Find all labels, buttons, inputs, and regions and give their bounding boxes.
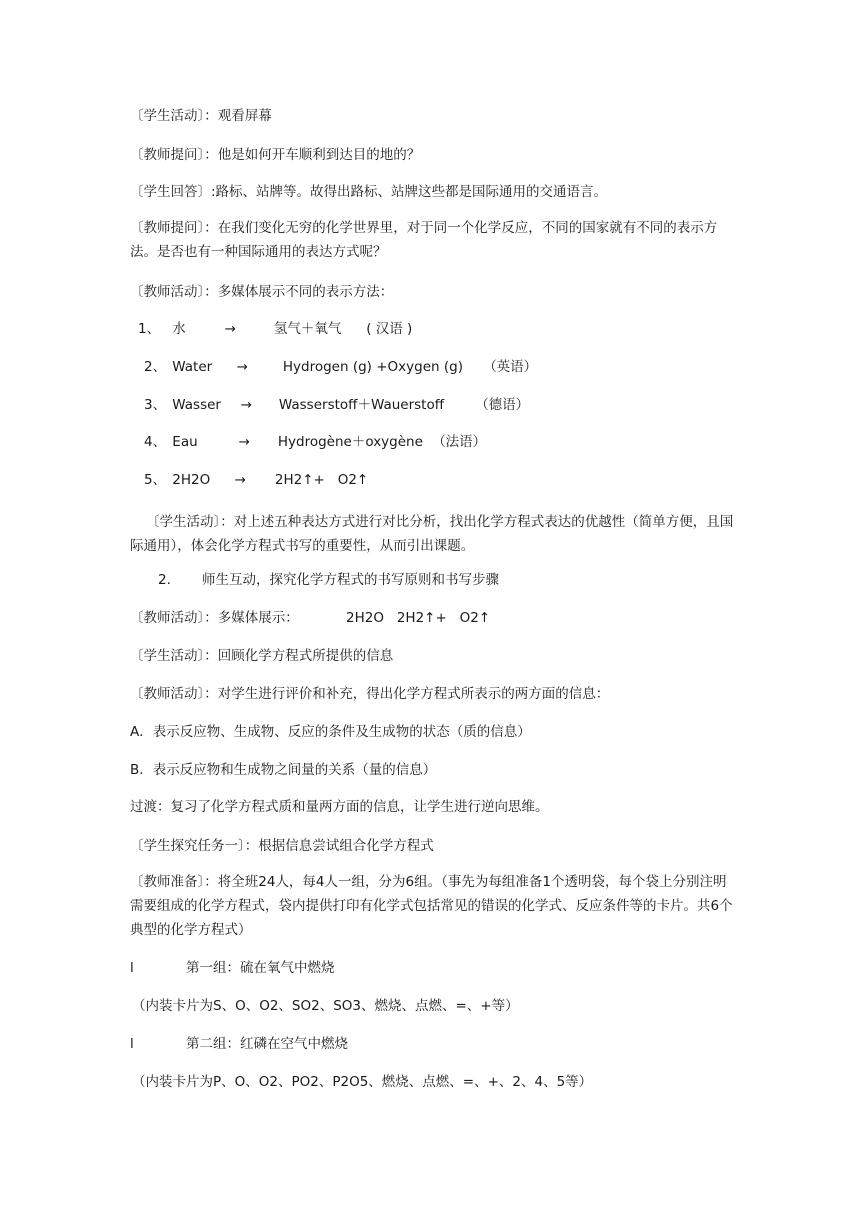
equation-display: 2H2O 2H2↑+ O2↑ — [346, 610, 491, 626]
equation-left: Wasser — [172, 397, 221, 413]
paragraph-teacher-activity-1: 〔教师活动〕：多媒体展示不同的表示方法： — [130, 284, 394, 300]
teacher-activity-label: 〔教师活动〕：多媒体展示： — [130, 610, 299, 626]
section-title: 师生互动，探究化学方程式的书写原则和书写步骤 — [202, 572, 499, 588]
equation-row-4 — [144, 432, 486, 452]
paragraph-task-one: 〔学生探究任务一〕：根据信息尝试组合化学方程式 — [130, 838, 434, 854]
equation-row-5 — [144, 470, 373, 490]
equation-arrow: → — [236, 359, 248, 375]
group-1-title: 第一组：硫在氧气中燃烧 — [186, 960, 335, 976]
equation-language: （英语） — [483, 359, 538, 375]
equation-arrow: → — [240, 397, 252, 413]
equation-right: Hydrogen (g) +Oxygen (g) — [282, 359, 463, 375]
equation-right: Wasserstoff＋Wauerstoff — [278, 397, 445, 413]
equation-arrow: → — [234, 472, 246, 488]
section-number: 2. — [158, 572, 171, 588]
info-item-a: A．表示反应物、生成物、反应的条件及生成物的状态（质的信息） — [130, 724, 531, 740]
equation-right: 2H2↑+ O2↑ — [274, 472, 369, 488]
equation-row-1 — [138, 319, 412, 339]
equation-right: 氢气＋氧气 — [273, 321, 342, 337]
paragraph-student-activity-2: 〔学生活动〕：对上述五种表达方式进行对比分析，找出化学方程式表达的优越性（简单方便，且国际通用），体会化学方程式书写的重要性，从而引出课题。 — [130, 514, 734, 554]
paragraph-teacher-activity-3: 〔教师活动〕：对学生进行评价和补充，得出化学方程式所表示的两方面的信息： — [130, 686, 610, 702]
equation-arrow: → — [238, 434, 250, 450]
equation-number: 4、 — [144, 434, 167, 450]
group-1-cards: （内装卡片为S、O、O2、SO2、SO3、燃烧、点燃、=、+等） — [132, 998, 519, 1014]
equation-number: 1、 — [138, 321, 161, 337]
equation-left: 2H2O — [172, 472, 211, 488]
equation-row-2 — [144, 357, 537, 377]
equation-row-3 — [144, 395, 529, 415]
equation-number: 2、 — [144, 359, 167, 375]
equation-language: ( 汉语 ) — [366, 321, 413, 337]
equation-language: （德语） — [475, 397, 530, 413]
equation-arrow: → — [224, 321, 236, 337]
paragraph-teacher-question-2: 〔教师提问〕：在我们变化无穷的化学世界里，对于同一个化学反应，不同的国家就有不同的表示方法。是否也有一种国际通用的表达方式呢？ — [130, 220, 718, 260]
paragraph-transition: 过渡：复习了化学方程式质和量两方面的信息，让学生进行逆向思维。 — [130, 799, 549, 815]
equation-language: （法语） — [432, 434, 487, 450]
info-item-b: B．表示反应物和生成物之间量的关系（量的信息） — [130, 762, 437, 778]
group-2-cards: （内装卡片为P、O、O2、PO2、P2O5、燃烧、点燃、=、+、2、4、5等） — [132, 1074, 593, 1090]
group-2-title: 第二组：红磷在空气中燃烧 — [186, 1036, 348, 1052]
equation-right: Hydrogène＋oxygène — [277, 434, 423, 450]
equation-number: 5、 — [144, 472, 167, 488]
bullet-marker: l — [130, 960, 134, 976]
paragraph-teacher-question-1: 〔教师提问〕：他是如何开车顺利到达目的地的？ — [130, 147, 421, 163]
group-2-item — [130, 1034, 348, 1054]
equation-left: Eau — [172, 434, 198, 450]
equation-left: 水 — [172, 321, 186, 337]
equation-number: 3、 — [144, 397, 167, 413]
bullet-marker: l — [130, 1036, 134, 1052]
paragraph-student-answer: 〔学生回答〕:路标、站牌等。故得出路标、站牌这些都是国际通用的交通语言。 — [130, 184, 608, 200]
paragraph-teacher-preparation: 〔教师准备〕：将全班24人，每4人一组，分为6组。（事先为每组准备1个透明袋，每个袋上分别注明需要组成的化学方程式，袋内提供打印有化学式包括常见的错误的化学式、反应条件等的卡片。共6个典型的化学方程式） — [130, 874, 733, 938]
paragraph-teacher-activity-2 — [130, 608, 490, 628]
section-heading-2 — [158, 570, 499, 590]
paragraph-student-activity-1: 〔学生活动〕：观看屏幕 — [130, 108, 272, 124]
equation-left: Water — [172, 359, 213, 375]
group-1-item — [130, 958, 335, 978]
paragraph-student-activity-3: 〔学生活动〕：回顾化学方程式所提供的信息 — [130, 648, 394, 664]
